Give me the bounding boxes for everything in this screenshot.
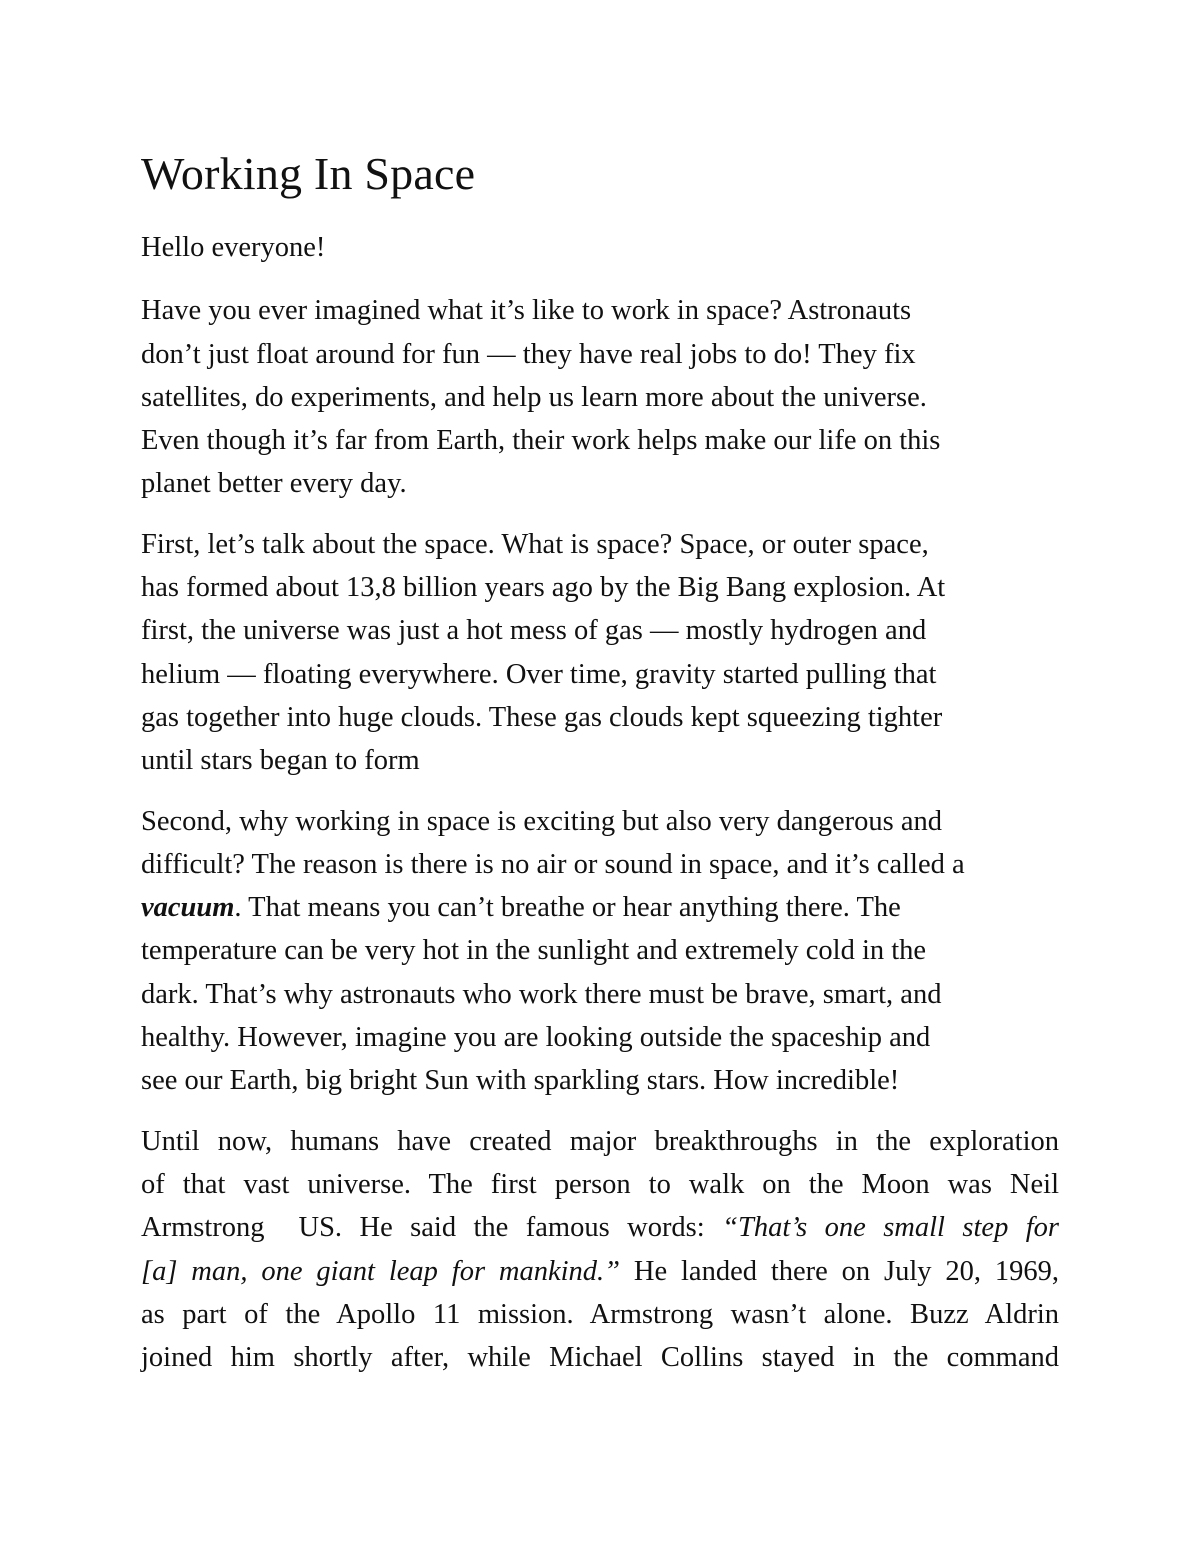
paragraph-line: don’t just float around for fun — they have real jobs to do! They fix: [141, 338, 916, 370]
document-body: [141, 146, 1059, 1396]
paragraph-line: until stars began to form: [141, 745, 420, 777]
paragraph-space: [141, 523, 1059, 783]
armstrong-quote-part1: “That’s one small step for: [722, 1212, 1060, 1244]
paragraph-intro: [141, 289, 1059, 505]
paragraph-line: Until now, humans have created major breakthroughs in the exploration: [141, 1125, 1059, 1157]
paragraph-line: First, let’s talk about the space. What is space? Space, or outer space,: [141, 528, 929, 560]
paragraph-line: see our Earth, big bright Sun with sparkling stars. How incredible!: [141, 1065, 900, 1097]
paragraph-line: helium — floating everywhere. Over time, gravity started pulling that: [141, 658, 937, 690]
paragraph-line: dark. That’s why astronauts who work there must be brave, smart, and: [141, 978, 942, 1010]
paragraph-line: Second, why working in space is exciting but also very dangerous and: [141, 805, 942, 837]
paragraph-line: has formed about 13,8 billion years ago by the Big Bang explosion. At: [141, 572, 946, 604]
paragraph-line: healthy. However, imagine you are looking outside the spaceship and: [141, 1022, 931, 1054]
paragraph-fragment: US. He said the famous words:: [298, 1212, 705, 1244]
paragraph-line: satellites, do experiments, and help us learn more about the universe.: [141, 381, 927, 413]
paragraph-line: joined him shortly after, while Michael Collins stayed in the command: [141, 1342, 1059, 1374]
paragraph-line: . That means you can’t breathe or hear anything there. The: [234, 892, 901, 924]
paragraph-line: as part of the Apollo 11 mission. Armstrong wasn’t alone. Buzz Aldrin: [141, 1298, 1059, 1330]
armstrong-quote-part2: [a] man, one giant leap for mankind.”: [141, 1255, 621, 1287]
paragraph-line: planet better every day.: [141, 468, 407, 500]
paragraph-line-quote: [141, 1250, 1059, 1293]
paragraph-line: of that vast universe. The first person to walk on the Moon was Neil: [141, 1168, 1059, 1200]
armstrong-name: Armstrong: [141, 1212, 265, 1244]
document-title: Working In Space: [141, 148, 476, 199]
vacuum-term: vacuum: [141, 892, 235, 924]
greeting-text: Hello everyone!: [141, 232, 326, 263]
paragraph-fragment: He landed there on July 20, 1969,: [633, 1255, 1060, 1287]
paragraph-line: temperature can be very hot in the sunlight and extremely cold in the: [141, 935, 927, 967]
paragraph-line: gas together into huge clouds. These gas clouds kept squeezing tighter: [141, 701, 943, 733]
paragraph-line: Have you ever imagined what it’s like to work in space? Astronauts: [141, 295, 912, 327]
paragraph-line-armstrong: [141, 1206, 1059, 1249]
paragraph-line: first, the universe was just a hot mess of gas — mostly hydrogen and: [141, 615, 927, 647]
paragraph-line: difficult? The reason is there is no air or sound in space, and it’s called a: [141, 848, 965, 880]
paragraph-dangers: [141, 800, 1059, 1103]
paragraph-line: Even though it’s far from Earth, their work helps make our life on this: [141, 425, 941, 457]
paragraph-moon-landing: [141, 1120, 1059, 1380]
